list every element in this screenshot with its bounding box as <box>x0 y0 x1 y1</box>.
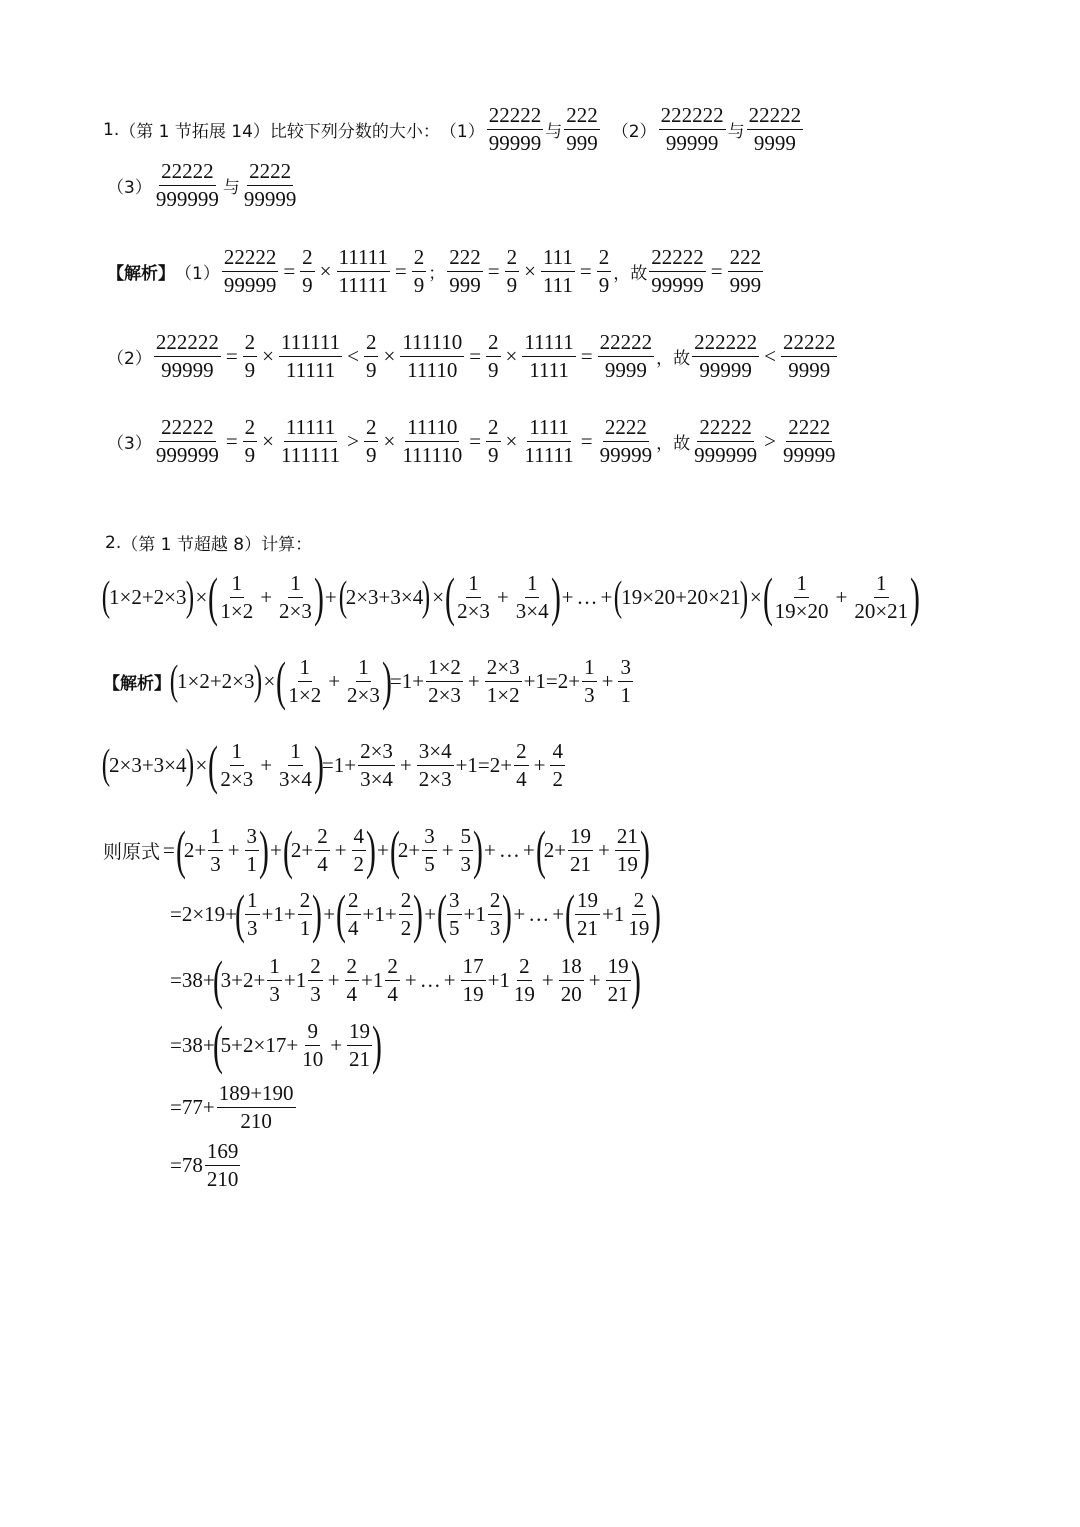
fraction: $\frac{111110}{11110}$ <box>402 330 463 383</box>
problem-2-statement <box>105 530 1080 555</box>
fraction: $\frac{222222}{99999}$ <box>660 103 724 156</box>
fraction: $\frac{2}{9}$ <box>506 245 518 298</box>
with-text: 与 <box>222 178 240 199</box>
fraction: $\frac{1}{2\times 3}$ <box>279 571 312 624</box>
therefore-text: ，故 <box>613 264 648 285</box>
fraction: $\frac{1}{2\times 3}$ <box>347 655 380 708</box>
fraction: $\frac{22222}{9999}$ <box>599 330 653 383</box>
fraction: $\frac{4}{2}$ <box>552 739 563 792</box>
solution-1-line-2: （2） $\frac{222222}{99999}$ = $\frac{2}{9}$ × $\frac{111111}{11111}$ < $\frac{2}{9}$ × $\frac{111110}{11110}$ = $\frac{2}{9}$ × $\frac{11111}{1111}$ = $\frac{22222}{9999}$ ，故 $\frac{222222}{99999}$ < $\frac{22222}{9999}$ <box>107 330 836 383</box>
fraction: $\frac{22222}{99999}$ <box>488 103 542 156</box>
fraction: $\frac{2222}{99999}$ <box>782 415 836 468</box>
fraction: $\frac{2}{9}$ <box>244 415 256 468</box>
fraction: $\frac{2\times 3}{1\times 2}$ <box>486 655 520 708</box>
fraction: $\frac{1}{19\times 20}$ <box>774 571 829 624</box>
solution-2-line-3: 则原式 = ( 2+ $\frac{1}{3}$ + $\frac{3}{1}$ ) + ( 2+ $\frac{2}{4}$ + $\frac{4}{2}$ ) + ( 2+ $\frac{3}{5}$ + $\frac{5}{3}$ ) + … + ( 2+ $\frac{19}{21}$ + $\frac{21}{19}$ ) <box>103 820 650 880</box>
problem-source: （第 1 节拓展 14） <box>119 122 270 143</box>
with-text: 与 <box>727 122 745 143</box>
fraction: $\frac{222222}{99999}$ <box>694 330 758 383</box>
fraction: $\frac{2}{9}$ <box>244 330 256 383</box>
fraction: $\frac{22222}{999999}$ <box>694 415 758 468</box>
problem-number: 1. <box>103 119 120 140</box>
fraction: $\frac{2222}{99999}$ <box>599 415 653 468</box>
product-sum: 1×2+2×3 <box>109 585 187 610</box>
fraction: $\frac{222}{999}$ <box>566 103 598 156</box>
fraction: $\frac{222222}{99999}$ <box>155 330 219 383</box>
solution-1-line-3: （3） $\frac{22222}{999999}$ = $\frac{2}{9}$ × $\frac{11111}{111111}$ > $\frac{2}{9}$ × $\frac{11110}{111110}$ = $\frac{2}{9}$ × $\frac{1111}{11111}$ = $\frac{2222}{99999}$ ，故 $\frac{22222}{999999}$ > $\frac{2222}{99999}$ <box>107 415 836 468</box>
solution-1-line-1: 【解析】 （1） $\frac{22222}{99999}$ = $\frac{2}{9}$ × $\frac{11111}{11111}$ = $\frac{2}{9}$ ； $\frac{222}{999}$ = $\frac{2}{9}$ × $\frac{111}{111}$ = $\frac{2}{9}$ ，故 $\frac{22222}{99999}$ = $\frac{222}{999}$ <box>107 245 762 298</box>
part-label: （3） <box>107 178 152 199</box>
fraction: $\frac{3\times 4}{2\times 3}$ <box>418 739 452 792</box>
part-label: （1） <box>439 122 485 143</box>
fraction: $\frac{22222}{999999}$ <box>155 159 219 212</box>
fraction: $\frac{1}{1\times 2}$ <box>288 655 322 708</box>
with-text: 与 <box>545 122 563 143</box>
solution-2-line-5: =38+ ( 3+2+ $\frac{1}{3}$ +1 $\frac{2}{3}$ + $\frac{2}{4}$ +1 $\frac{2}{4}$ + … + $\frac{17}{19}$ +1 $\frac{2}{19}$ + $\frac{18}{20}$ + $\frac{19}{21}$ ) <box>170 950 641 1010</box>
solution-2-line-2: ( 2×3+3×4 ) × ( $\frac{1}{2\times 3}$ + $\frac{1}{3\times 4}$ ) =1+ $\frac{2\times 3}{3\times 4}$ + $\frac{3\times 4}{2\times 3}$ +1=2+ $\frac{2}{4}$ + $\frac{4}{2}$ <box>101 735 563 795</box>
problem-prompt: 计算： <box>261 535 313 555</box>
solution-2-line-1: 【解析】 ( 1×2+2×3 ) × ( $\frac{1}{1\times 2}$ + $\frac{1}{2\times 3}$ ) =1+ $\frac{1\times 2}{2\times 3}$ + $\frac{2\times 3}{1\times 2}$ +1=2+ $\frac{1}{3}$ + $\frac{3}{1}$ <box>103 651 631 711</box>
fraction: $\frac{1}{1\times 2}$ <box>220 571 254 624</box>
therefore-text: ，故 <box>656 434 691 455</box>
fraction: $\frac{1}{2\times 3}$ <box>220 739 254 792</box>
fraction: $\frac{11111}{11111}$ <box>338 245 388 298</box>
product-sum: 19×20+20×21 <box>621 585 741 610</box>
problem-2-expression: ( 1×2+2×3 ) × ( $\frac{1}{1\times 2}$ + $\frac{1}{2\times 3}$ ) + ( 2×3+3×4 ) × ( $\frac{1}{2\times 3}$ + $\frac{1}{3\times 4}$ ) + … + ( 19×20+20×21 ) × ( $\frac{1}{19\times 20}$ + $\frac{1}{20\times 21}$ ) <box>101 567 921 627</box>
part-label: （2） <box>107 349 152 370</box>
fraction: $\frac{1111}{11111}$ <box>524 415 574 468</box>
solution-2-line-8: =78 $\frac{169}{210}$ <box>170 1139 239 1192</box>
therefore-text: ，故 <box>656 349 691 370</box>
fraction: $\frac{1}{20\times 21}$ <box>854 571 909 624</box>
fraction: $\frac{1\times 2}{2\times 3}$ <box>428 655 461 708</box>
fraction: $\frac{222}{999}$ <box>449 245 481 298</box>
part-label: （2） <box>611 122 657 143</box>
separator: ； <box>428 264 446 285</box>
fraction: $\frac{11111}{1111}$ <box>524 330 574 383</box>
fraction: $\frac{11110}{111110}$ <box>402 415 463 468</box>
problem-source: （第 1 节超越 8） <box>121 535 262 555</box>
fraction: $\frac{2}{9}$ <box>365 330 377 383</box>
problem-number: 2. <box>105 532 122 553</box>
product-sum: 2×3+3×4 <box>345 585 424 610</box>
fraction: $\frac{1}{3\times 4}$ <box>279 739 312 792</box>
fraction: $\frac{2}{9}$ <box>413 245 425 298</box>
fraction: $\frac{22222}{999999}$ <box>155 415 219 468</box>
solution-2-line-7: =77+ $\frac{189+190}{210}$ <box>170 1081 294 1134</box>
fraction: $\frac{2}{9}$ <box>488 330 499 383</box>
part-label: （1） <box>175 264 220 285</box>
analysis-tag: 【解析】 <box>103 674 171 695</box>
final-answer-fraction: $\frac{169}{210}$ <box>206 1139 239 1192</box>
problem-prompt: 比较下列分数的大小： <box>269 122 440 143</box>
fraction: $\frac{222}{999}$ <box>729 245 762 298</box>
fraction: $\frac{2}{4}$ <box>516 739 527 792</box>
solution-2-line-6: =38+ ( 5+2×17+ $\frac{9}{10}$ + $\frac{19}{21}$ ) <box>170 1015 382 1075</box>
fraction: $\frac{22222}{99999}$ <box>651 245 704 298</box>
fraction: $\frac{1}{3}$ <box>584 655 595 708</box>
fraction: $\frac{22222}{99999}$ <box>223 245 277 298</box>
part-label: （3） <box>107 434 152 455</box>
fraction: $\frac{11111}{111111}$ <box>281 415 341 468</box>
fraction: $\frac{111}{111}$ <box>542 245 573 298</box>
fraction: $\frac{2}{9}$ <box>365 415 377 468</box>
fraction: $\frac{1}{2\times 3}$ <box>457 571 490 624</box>
fraction: $\frac{2}{9}$ <box>488 415 499 468</box>
fraction: $\frac{2}{9}$ <box>598 245 610 298</box>
fraction: $\frac{22222}{9999}$ <box>782 330 836 383</box>
fraction: $\frac{111111}{11111}$ <box>281 330 341 383</box>
fraction: $\frac{22222}{9999}$ <box>748 103 802 156</box>
fraction: $\frac{2222}{99999}$ <box>243 159 297 212</box>
fraction: $\frac{3}{1}$ <box>620 655 631 708</box>
ellipsis: … <box>576 585 598 610</box>
solution-2-line-4: =2×19+ ( $\frac{1}{3}$ +1+ $\frac{2}{1}$ ) + ( $\frac{2}{4}$ +1+ $\frac{2}{2}$ ) + ( $\frac{3}{5}$ +1 $\frac{2}{3}$ ) + … + ( $\frac{19}{21}$ +1 $\frac{2}{19}$ ) <box>170 884 662 944</box>
fraction: $\frac{2}{9}$ <box>302 245 313 298</box>
then-label: 则原式 <box>103 841 161 864</box>
problem-1-part-3 <box>107 160 1080 211</box>
fraction: $\frac{1}{3\times 4}$ <box>515 571 549 624</box>
analysis-tag: 【解析】 <box>107 264 175 285</box>
fraction: $\frac{2\times 3}{3\times 4}$ <box>360 739 393 792</box>
fraction: $\frac{189+190}{210}$ <box>218 1081 294 1134</box>
problem-1-statement <box>103 104 1080 155</box>
